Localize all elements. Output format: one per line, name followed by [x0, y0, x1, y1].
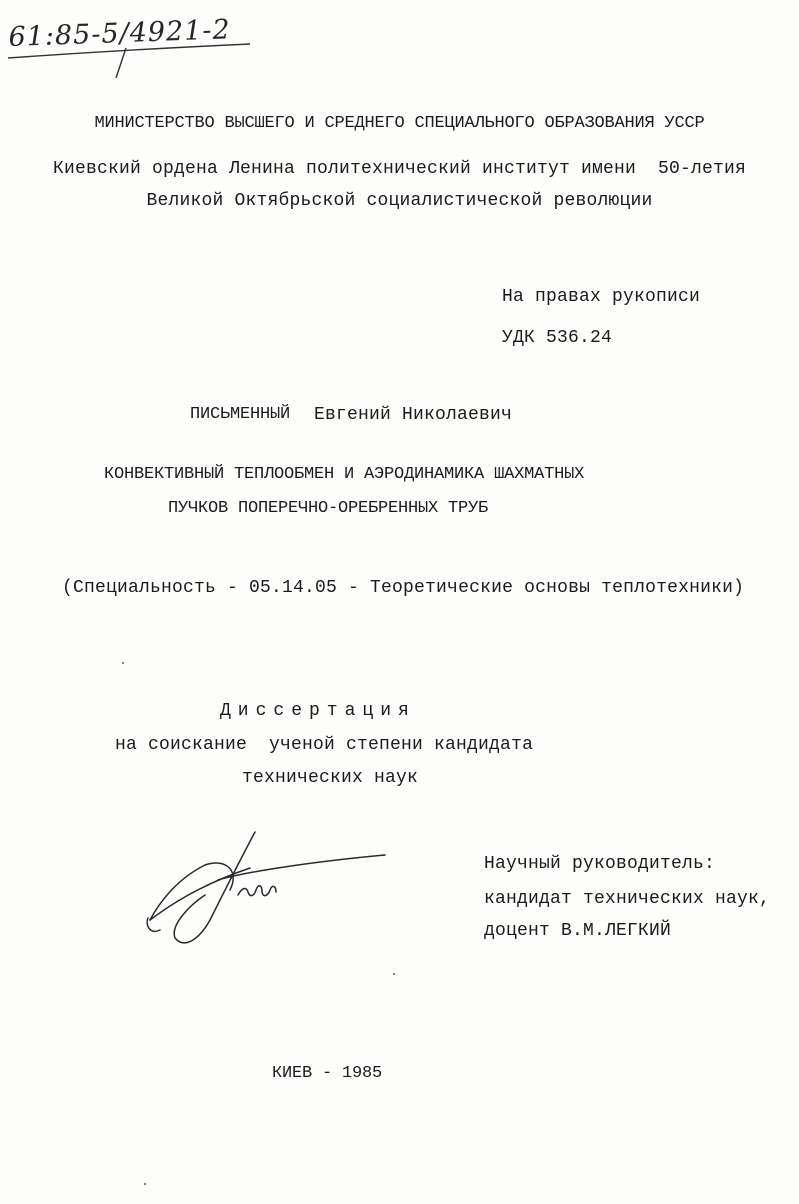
author-surname: ПИСЬМЕННЫЙ [190, 405, 291, 424]
supervisor-label: Научный руководитель: [484, 854, 716, 874]
specialty: (Специальность - 05.14.05 - Теоретические основы теплотехники) [62, 578, 745, 598]
ministry-title: МИНИСТЕРСТВО ВЫСШЕГО И СРЕДНЕГО СПЕЦИАЛЬНОГО ОБРАЗОВАНИЯ УССР [94, 114, 705, 133]
scan-speck [393, 973, 395, 975]
archive-number: 61:85-5/4921-2 [8, 14, 232, 53]
degree-line-2: технических наук [242, 768, 419, 788]
institute-line-2: Великой Октябрьской социалистической революции [146, 191, 653, 211]
supervisor-degree: кандидат технических наук, [484, 889, 771, 909]
dissertation-heading: Диссертация [220, 701, 416, 721]
scan-speck [122, 662, 124, 664]
institute-line-1: Киевский ордена Ленина политехнический институт имени 50-летия [52, 159, 747, 179]
thesis-title-line-2: ПУЧКОВ ПОПЕРЕЧНО-ОРЕБРЕННЫХ ТРУБ [168, 499, 489, 518]
archive-slash-stroke [116, 48, 126, 78]
signature [147, 832, 385, 943]
scan-speck [144, 1183, 146, 1185]
manuscript-rights: На правах рукописи [502, 287, 701, 307]
degree-line-1: на соискание ученой степени кандидата [115, 735, 534, 755]
city-year: КИЕВ - 1985 [272, 1064, 383, 1083]
udk-code: УДК 536.24 [502, 328, 613, 348]
author-given-names: Евгений Николаевич [314, 405, 513, 425]
thesis-title-line-1: КОНВЕКТИВНЫЙ ТЕПЛООБМЕН И АЭРОДИНАМИКА ШАХМАТНЫХ [104, 465, 585, 484]
archive-underline [8, 44, 250, 58]
supervisor-name: доцент В.М.ЛЕГКИЙ [484, 921, 672, 941]
